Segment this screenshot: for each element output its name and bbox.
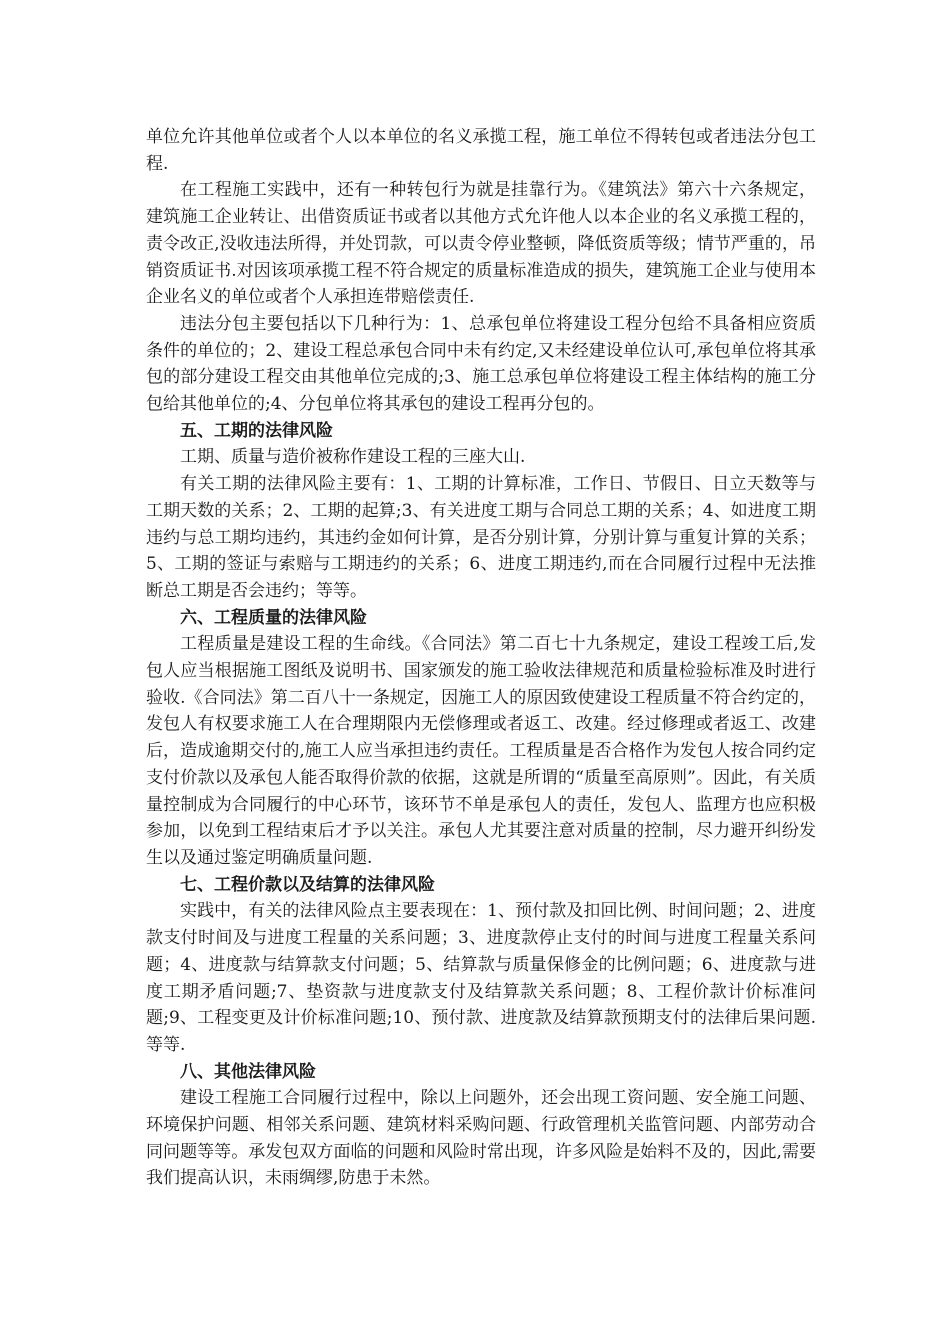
section-heading-schedule: 五、工期的法律风险 [180,420,333,441]
paragraph-schedule-risks: 有关工期的法律风险主要有：1、工期的计算标准，工作日、节假日、日立天数等与工期天数的关系；2、工期的起算;3、有关进度工期与合同总工期的关系；4、如进度工期违约与总工期均违约，其违约金如何计算，是否分别计算，分别计算与重复计算的关系；5、工期的签证与索赔与工期违约的关系；6、进度工期违约,而在合同履行过程中无法推断总工期是否会违约；等等。 [146,474,816,601]
paragraph-other-risks: 建设工程施工合同履行过程中，除以上问题外，还会出现工资问题、安全施工问题、环境保护问题、相邻关系问题、建筑材料采购问题、行政管理机关监管问题、内部劳动合同问题等等。承发包双方面临的问题和风险时常出现，许多风险是始料不及的，因此,需要我们提高认识，未雨绸缪,防患于未然。 [146,1088,816,1189]
paragraph-payment-risks: 实践中，有关的法律风险点主要表现在：1、预付款及扣回比例、时间问题；2、进度款支付时间及与进度工程量的关系问题；3、进度款停止支付的时间与进度工程量关系问题；4、进度款与结算款支付问题；5、结算款与质量保修金的比例问题；6、进度款与进度工期矛盾问题;7、垫资款与进度款支付及结算款关系问题；8、工程价款计价标准问题;9、工程变更及计价标准问题;10、预付款、进度款及结算款预期支付的法律后果问题.等等. [146,901,816,1055]
paragraph-illegal-subcontracting: 违法分包主要包括以下几种行为：1、总承包单位将建设工程分包给不具备相应资质条件的单位的；2、建设工程总承包合同中未有约定,又未经建设单位认可,承包单位将其承包的部分建设工程交由其他单位完成的;3、施工总承包单位将建设工程主体结构的施工分包给其他单位的;4、分包单位将其承包的建设工程再分包的。 [146,313,816,415]
paragraph-three-mountains: 工期、质量与造价被称作建设工程的三座大山. [180,447,526,468]
paragraph-subcontracting-rule: 单位允许其他单位或者个人以本单位的名义承揽工程，施工单位不得转包或者违法分包工程. [146,127,816,174]
section-heading-quality: 六、工程质量的法律风险 [180,607,367,628]
section-heading-other: 八、其他法律风险 [180,1061,316,1082]
paragraph-affiliation: 在工程施工实践中，还有一种转包行为就是挂靠行为。《建筑法》第六十六条规定，建筑施工企业转让、出借资质证书或者以其他方式允许他人以本企业的名义承揽工程的，责令改正,没收违法所得，并处罚款，可以责令停业整顿，降低资质等级；情节严重的，吊销资质证书.对因该项承揽工程不符合规定的质量标准造成的损失，建筑施工企业与使用本企业名义的单位或者个人承担连带赔偿责任. [146,180,816,308]
paragraph-quality-risks: 工程质量是建设工程的生命线。《合同法》第二百七十九条规定，建设工程竣工后,发包人应当根据施工图纸及说明书、国家颁发的施工验收法律规范和质量检验标准及时进行验收.《合同法》第二百八十一条规定，因施工人的原因致使建设工程质量不符合约定的，发包人有权要求施工人在合理期限内无偿修理或者返工、改建。经过修理或者返工、改建后，造成逾期交付的,施工人应当承担违约责任。工程质量是否合格作为发包人按合同约定支付价款以及承包人能否取得价款的依据，这就是所谓的“质量至高原则”。因此，有关质量控制成为合同履行的中心环节，该环节不单是承包人的责任，发包人、监理方也应积极参加，以免到工程结束后才予以关注。承包人尤其要注意对质量的控制，尽力避开纠纷发生以及通过鉴定明确质量问题. [146,634,816,868]
document-page [146,124,816,1192]
section-heading-payment: 七、工程价款以及结算的法律风险 [180,874,435,895]
